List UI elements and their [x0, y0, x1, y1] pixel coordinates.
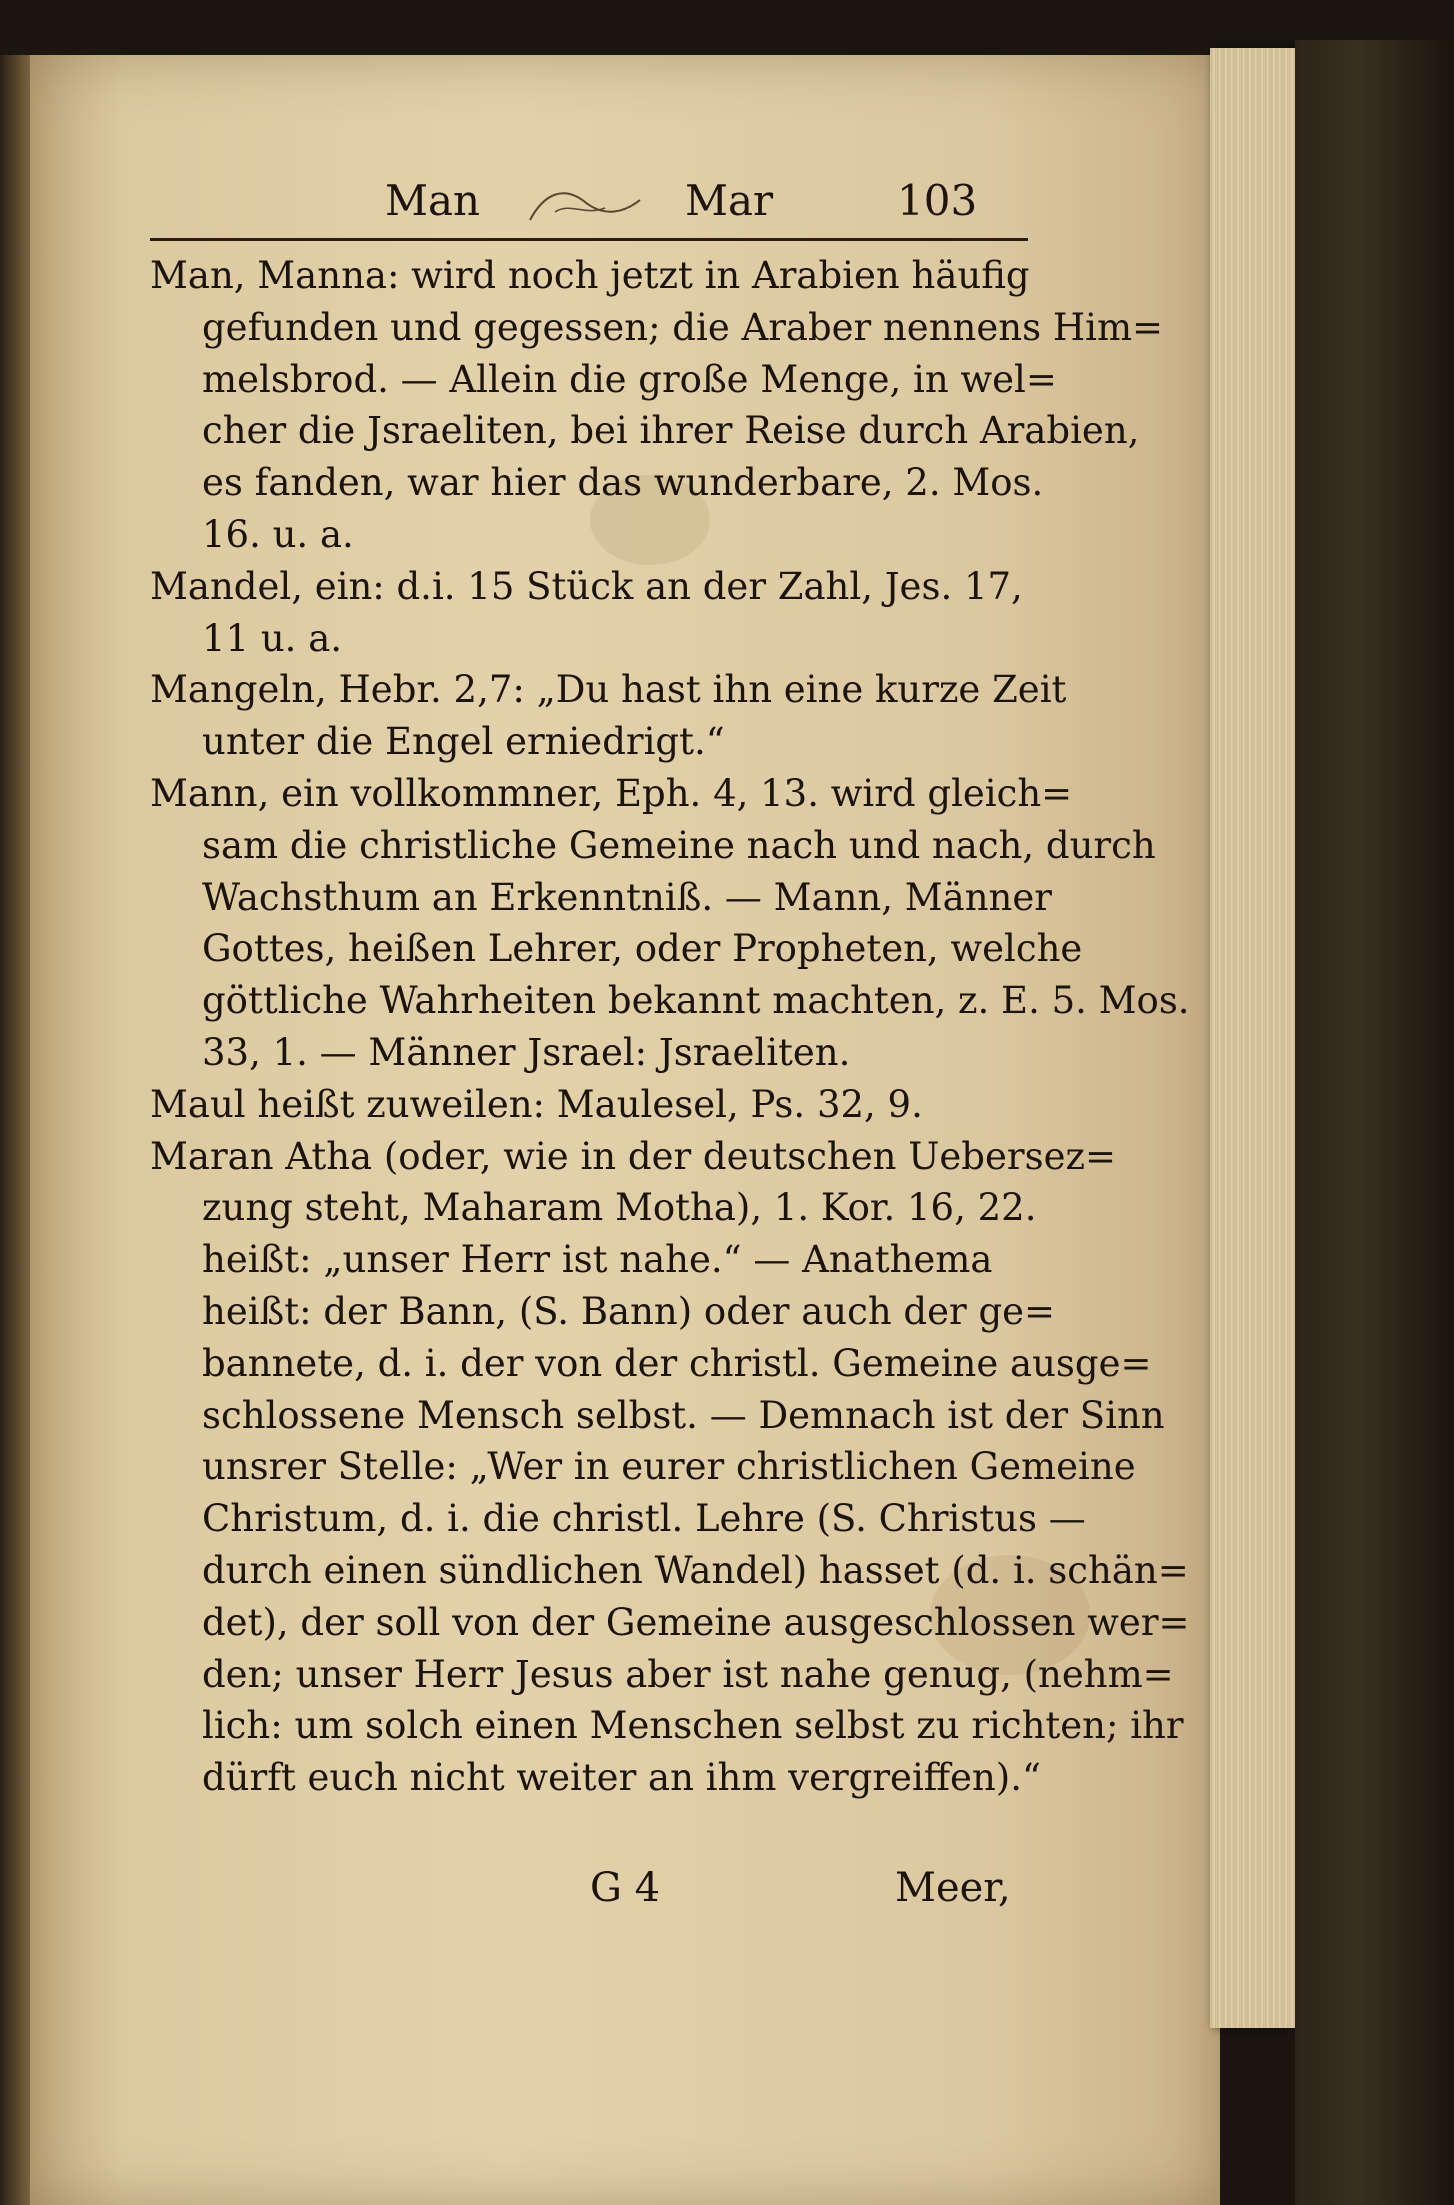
signature-mark: G 4 — [590, 1865, 661, 1911]
text-line: Maul heißt zuweilen: Maulesel, Ps. 32, 9. — [150, 1082, 923, 1126]
text-line: sam die christliche Gemeine nach und nach, durch — [202, 823, 1156, 867]
text-line: Wachsthum an Erkenntniß. — Mann, Männer — [202, 875, 1052, 919]
text-line: 33, 1. — Männer Jsrael: Jsraeliten. — [202, 1030, 851, 1074]
header-rule — [150, 238, 1028, 241]
entry-man-manna — [150, 250, 1164, 561]
text-line: 16. u. a. — [202, 512, 354, 556]
text-line: Gottes, heißen Lehrer, oder Propheten, welche — [202, 927, 1083, 971]
dictionary-entries — [150, 250, 1190, 1804]
entry-mandel — [150, 561, 1030, 665]
text-line: zung steht, Maharam Motha), 1. Kor. 16, 22. — [202, 1186, 1037, 1230]
book-cover-edge — [1295, 40, 1454, 2205]
text-line: schlossene Mensch selbst. — Demnach ist der Sinn — [202, 1393, 1165, 1437]
text-line: Maran Atha (oder, wie in der deutschen Uebersez= — [150, 1134, 1116, 1178]
header-left-word: Man — [385, 176, 481, 225]
text-line: gefunden und gegessen; die Araber nennens Him= — [202, 305, 1164, 349]
text-line: Mangeln, Hebr. 2,7: „Du hast ihn eine kurze Zeit — [150, 668, 1067, 712]
page-number: 103 — [897, 176, 978, 225]
page-footer — [150, 1865, 1030, 1925]
text-line: 11 u. a. — [202, 616, 343, 660]
text-line: cher die Jsraeliten, bei ihrer Reise durch Arabien, — [202, 409, 1140, 453]
catchword: Meer, — [895, 1865, 1011, 1911]
header-ornament-icon — [525, 182, 645, 226]
running-header — [155, 168, 1025, 238]
entry-mangeln — [150, 664, 1067, 768]
text-line: dürft euch nicht weiter an ihm vergreiffen).“ — [202, 1756, 1041, 1800]
text-line: göttliche Wahrheiten bekannt machten, z. E. 5. Mos. — [202, 979, 1190, 1023]
text-line: bannete, d. i. der von der christl. Gemeine ausge= — [202, 1341, 1152, 1385]
text-line: melsbrod. — Allein die große Menge, in wel= — [202, 357, 1057, 401]
text-line: Man, Manna: wird noch jetzt in Arabien häufig — [150, 254, 1030, 297]
text-line: durch einen sündlichen Wandel) hasset (d. i. schän= — [202, 1548, 1189, 1592]
text-line: Mann, ein vollkommner, Eph. 4, 13. wird gleich= — [150, 771, 1073, 815]
text-line: Christum, d. i. die christl. Lehre (S. Christus — — [202, 1497, 1086, 1541]
text-line: unter die Engel erniedrigt.“ — [202, 720, 725, 764]
text-line: heißt: „unser Herr ist nahe.“ — Anathema — [202, 1238, 993, 1282]
text-line: det), der soll von der Gemeine ausgeschlossen wer= — [202, 1600, 1190, 1644]
entry-mann — [150, 768, 1190, 1079]
text-line: lich: um solch einen Menschen selbst zu richten; ihr — [202, 1704, 1184, 1748]
text-line: heißt: der Bann, (S. Bann) oder auch der ge= — [202, 1289, 1056, 1333]
text-line: unsrer Stelle: „Wer in eurer christlichen Gemeine — [202, 1445, 1136, 1489]
text-line: Mandel, ein: d.i. 15 Stück an der Zahl, Jes. 17, — [150, 564, 1023, 608]
entry-maran-atha — [150, 1131, 1190, 1804]
header-right-word: Mar — [685, 176, 774, 225]
entry-maul — [150, 1079, 1030, 1131]
text-line: es fanden, war hier das wunderbare, 2. Mos. — [202, 461, 1044, 505]
page-block-edges — [1210, 48, 1300, 2028]
text-line: den; unser Herr Jesus aber ist nahe genug, (nehm= — [202, 1652, 1174, 1696]
